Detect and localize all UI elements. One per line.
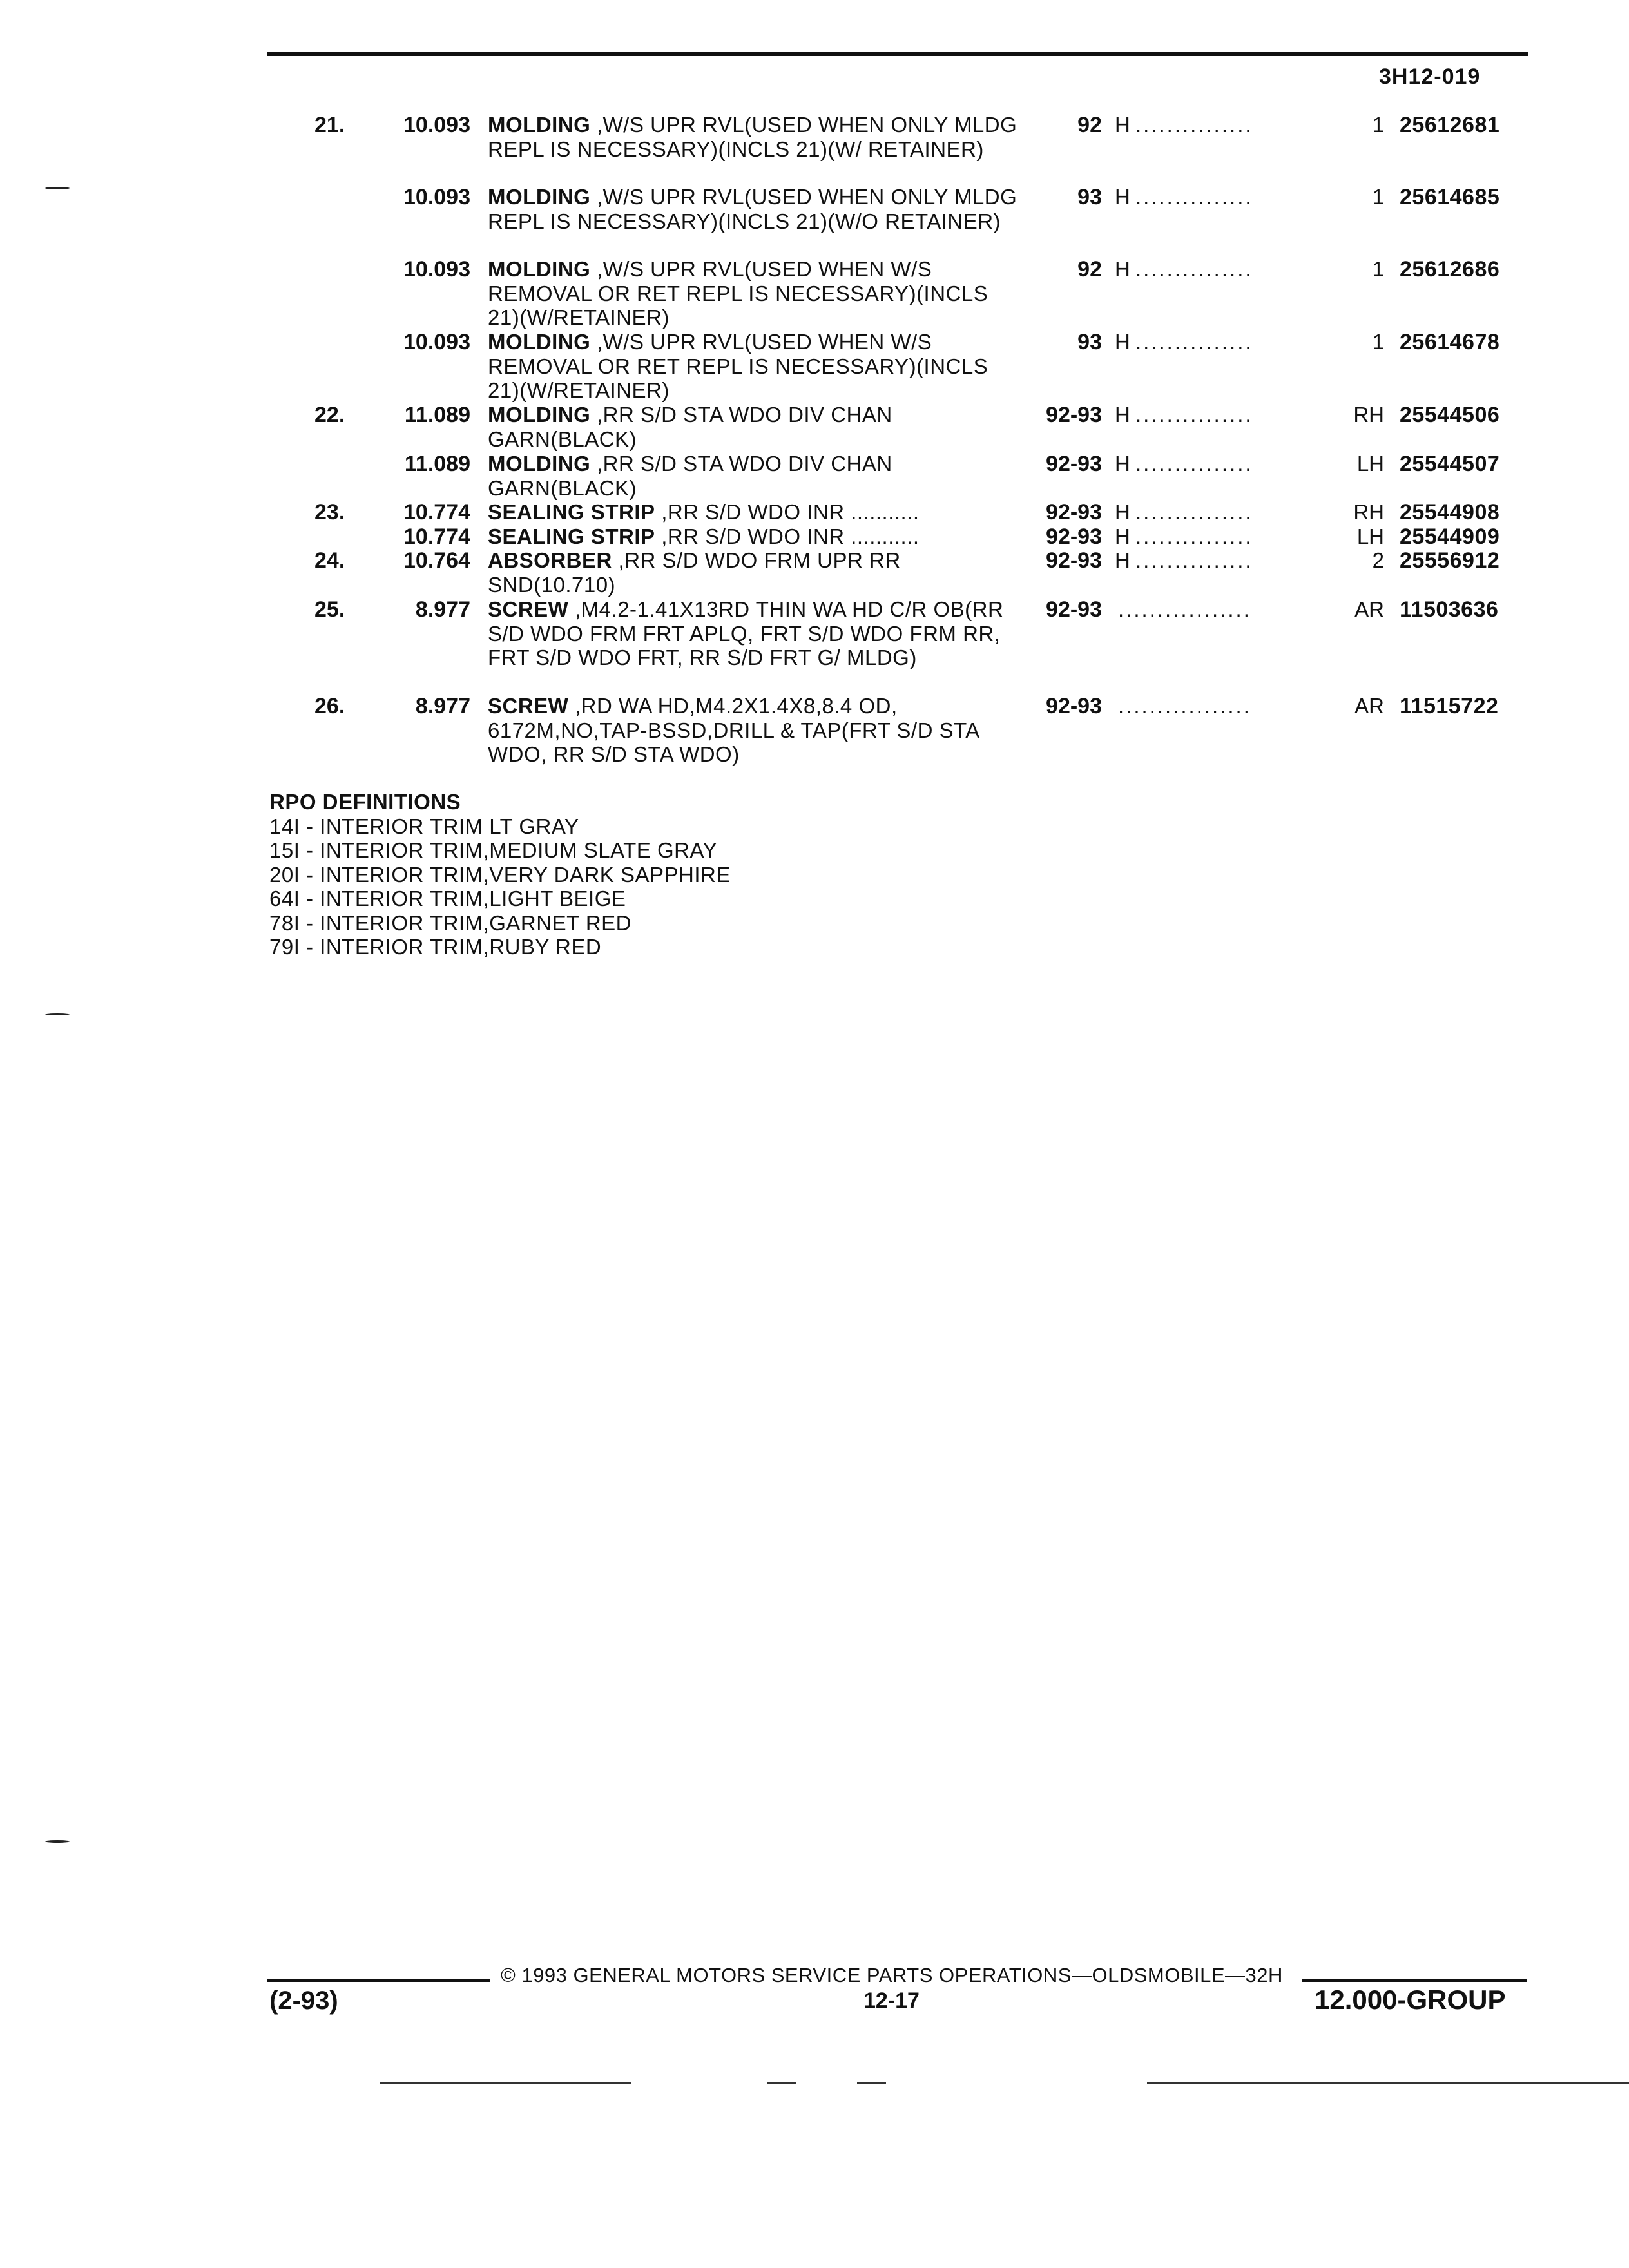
part-name: SCREW <box>488 597 569 621</box>
body-code: H <box>1115 452 1130 476</box>
body-code: H <box>1115 500 1130 524</box>
leader-dots: ............... <box>1135 452 1253 476</box>
part-description-text: ,RR S/D WDO FRM UPR RR SND(10.710) <box>488 548 901 597</box>
footer-date: (2-93) <box>269 1986 338 2015</box>
leader-dots: ............... <box>1135 524 1253 548</box>
part-description-text: ,W/S UPR RVL(USED WHEN W/S REMOVAL OR RET REPL IS NECESSARY)(INCLS 21)(W/RETAINER) <box>488 257 988 329</box>
scan-line <box>857 2082 886 2084</box>
model-year: 93 <box>1077 330 1102 354</box>
part-entry <box>0 597 1629 670</box>
model-year: 92-93 <box>1046 500 1102 524</box>
model-year: 92-93 <box>1046 597 1102 622</box>
item-number: 21. <box>314 113 345 137</box>
quantity: RH <box>1353 500 1384 524</box>
part-name: MOLDING <box>488 403 591 427</box>
group-number: 10.774 <box>403 500 470 524</box>
part-entry <box>0 548 1629 597</box>
part-description-text: ,W/S UPR RVL(USED WHEN ONLY MLDG REPL IS NECESSARY)(INCLS 21)(W/ RETAINER) <box>488 113 1017 161</box>
model-year: 92-93 <box>1046 403 1102 427</box>
part-description-text: ,RR S/D WDO INR ........... <box>655 524 920 548</box>
part-description <box>488 548 1023 597</box>
part-name: SEALING STRIP <box>488 500 655 524</box>
quantity: LH <box>1356 452 1384 476</box>
rpo-title: RPO DEFINITIONS <box>269 790 461 814</box>
leader-dots: ............... <box>1135 330 1253 354</box>
part-number: 25544506 <box>1400 403 1500 427</box>
body-code: H <box>1115 524 1130 548</box>
model-year: 92 <box>1077 257 1102 282</box>
part-description <box>488 403 1023 451</box>
scan-mark <box>45 1840 70 1843</box>
body-code: H <box>1115 257 1130 281</box>
footer-copyright: © 1993 GENERAL MOTORS SERVICE PARTS OPERATIONS—OLDSMOBILE—32H <box>501 1964 1283 1986</box>
page-number: 12-17 <box>863 1988 920 2013</box>
part-description-text: ,RR S/D STA WDO DIV CHAN GARN(BLACK) <box>488 452 892 500</box>
quantity: 2 <box>1372 548 1384 572</box>
leader-dots: ............... <box>1135 113 1253 137</box>
body-code: H <box>1115 403 1130 427</box>
body-code: H <box>1115 113 1130 137</box>
group-label: 12.000-GROUP <box>1315 1984 1506 2015</box>
part-description <box>488 257 1023 330</box>
body-code: H <box>1115 548 1130 572</box>
rpo-item: 79I - INTERIOR TRIM,RUBY RED <box>269 935 602 959</box>
part-name: ABSORBER <box>488 548 612 572</box>
part-name: SCREW <box>488 694 569 718</box>
part-name: SEALING STRIP <box>488 524 655 548</box>
part-entry <box>0 330 1629 403</box>
quantity: 1 <box>1372 330 1384 354</box>
part-entry <box>0 500 1629 524</box>
scan-mark <box>45 187 70 189</box>
leader-dots: ............... <box>1135 548 1253 572</box>
part-description <box>488 452 1023 500</box>
rpo-item: 14I - INTERIOR TRIM LT GRAY <box>269 814 579 838</box>
quantity: 1 <box>1372 185 1384 209</box>
rpo-item: 15I - INTERIOR TRIM,MEDIUM SLATE GRAY <box>269 838 718 862</box>
item-number: 24. <box>314 548 345 573</box>
rpo-definitions <box>269 790 731 959</box>
quantity: 1 <box>1372 113 1384 137</box>
footer-rule-left <box>267 1979 490 1982</box>
part-description-text: ,RR S/D WDO INR ........... <box>655 500 920 524</box>
part-description <box>488 597 1023 670</box>
quantity: AR <box>1354 694 1384 718</box>
model-year: 93 <box>1077 185 1102 209</box>
leader-dots: ............... <box>1135 185 1253 209</box>
top-rule <box>267 52 1528 56</box>
part-entry <box>0 257 1629 330</box>
part-description-text: ,RD WA HD,M4.2X1.4X8,8.4 OD, 6172M,NO,TAP-BSSD,DRILL & TAP(FRT S/D STA WDO, RR S/D STA WDO) <box>488 694 979 766</box>
part-number: 25614685 <box>1400 185 1500 209</box>
group-number: 10.093 <box>403 185 470 209</box>
group-number: 10.764 <box>403 548 470 573</box>
quantity: 1 <box>1372 257 1384 281</box>
part-description <box>488 694 1023 767</box>
group-number: 11.089 <box>404 452 470 476</box>
group-number: 10.093 <box>403 330 470 354</box>
part-number: 11503636 <box>1400 597 1499 622</box>
part-number: 25612686 <box>1400 257 1500 282</box>
part-entry <box>0 185 1629 233</box>
quantity: LH <box>1356 524 1384 548</box>
model-year: 92-93 <box>1046 452 1102 476</box>
part-name: MOLDING <box>488 330 591 354</box>
part-entry <box>0 694 1629 767</box>
part-number: 25614678 <box>1400 330 1500 354</box>
part-number: 25544507 <box>1400 452 1500 476</box>
part-number: 25544908 <box>1400 500 1500 524</box>
model-year: 92-93 <box>1046 524 1102 549</box>
item-number: 26. <box>314 694 345 718</box>
part-description-text: ,M4.2-1.41X13RD THIN WA HD C/R OB(RR S/D WDO FRM FRT APLQ, FRT S/D WDO FRM RR, FRT S/D WDO FRT, RR S/D FRT G/ MLDG) <box>488 597 1004 669</box>
body-code: H <box>1115 330 1130 354</box>
leader-dots: ............... <box>1135 500 1253 524</box>
part-entry <box>0 113 1629 161</box>
group-number: 8.977 <box>415 694 470 718</box>
model-year: 92-93 <box>1046 694 1102 718</box>
group-number: 8.977 <box>415 597 470 622</box>
part-description <box>488 500 1023 524</box>
model-year: 92-93 <box>1046 548 1102 573</box>
doc-code: 3H12-019 <box>1379 64 1481 89</box>
leader-dots: ............... <box>1135 403 1253 427</box>
part-description <box>488 330 1023 403</box>
part-description-text: ,RR S/D STA WDO DIV CHAN GARN(BLACK) <box>488 403 892 451</box>
part-entry <box>0 403 1629 451</box>
part-description <box>488 524 1023 549</box>
group-number: 10.774 <box>403 524 470 549</box>
part-description <box>488 113 1023 161</box>
body-code: H <box>1115 185 1130 209</box>
part-name: MOLDING <box>488 185 591 209</box>
group-number: 11.089 <box>404 403 470 427</box>
rpo-item: 20I - INTERIOR TRIM,VERY DARK SAPPHIRE <box>269 862 731 887</box>
scan-line <box>380 2082 631 2084</box>
model-year: 92 <box>1077 113 1102 137</box>
part-number: 25612681 <box>1400 113 1500 137</box>
leader-dots: ................. <box>1118 597 1251 621</box>
item-number: 22. <box>314 403 345 427</box>
part-number: 25556912 <box>1400 548 1500 573</box>
scan-line <box>767 2082 796 2084</box>
group-number: 10.093 <box>403 113 470 137</box>
part-name: MOLDING <box>488 113 591 137</box>
leader-dots: ................. <box>1118 694 1251 718</box>
part-entry <box>0 524 1629 549</box>
footer-rule-right <box>1302 1979 1527 1982</box>
leader-dots: ............... <box>1135 257 1253 281</box>
rpo-item: 64I - INTERIOR TRIM,LIGHT BEIGE <box>269 887 626 910</box>
quantity: AR <box>1354 597 1384 621</box>
part-description-text: ,W/S UPR RVL(USED WHEN ONLY MLDG REPL IS NECESSARY)(INCLS 21)(W/O RETAINER) <box>488 185 1017 233</box>
part-number: 11515722 <box>1400 694 1499 718</box>
part-entry <box>0 452 1629 500</box>
quantity: RH <box>1353 403 1384 427</box>
item-number: 25. <box>314 597 345 622</box>
scan-line <box>1147 2082 1629 2084</box>
part-name: MOLDING <box>488 257 591 281</box>
part-description <box>488 185 1023 233</box>
group-number: 10.093 <box>403 257 470 282</box>
item-number: 23. <box>314 500 345 524</box>
rpo-item: 78I - INTERIOR TRIM,GARNET RED <box>269 910 632 935</box>
part-number: 25544909 <box>1400 524 1500 549</box>
part-name: MOLDING <box>488 452 591 476</box>
part-description-text: ,W/S UPR RVL(USED WHEN W/S REMOVAL OR RET REPL IS NECESSARY)(INCLS 21)(W/RETAINER) <box>488 330 988 402</box>
scan-mark <box>45 1013 70 1015</box>
